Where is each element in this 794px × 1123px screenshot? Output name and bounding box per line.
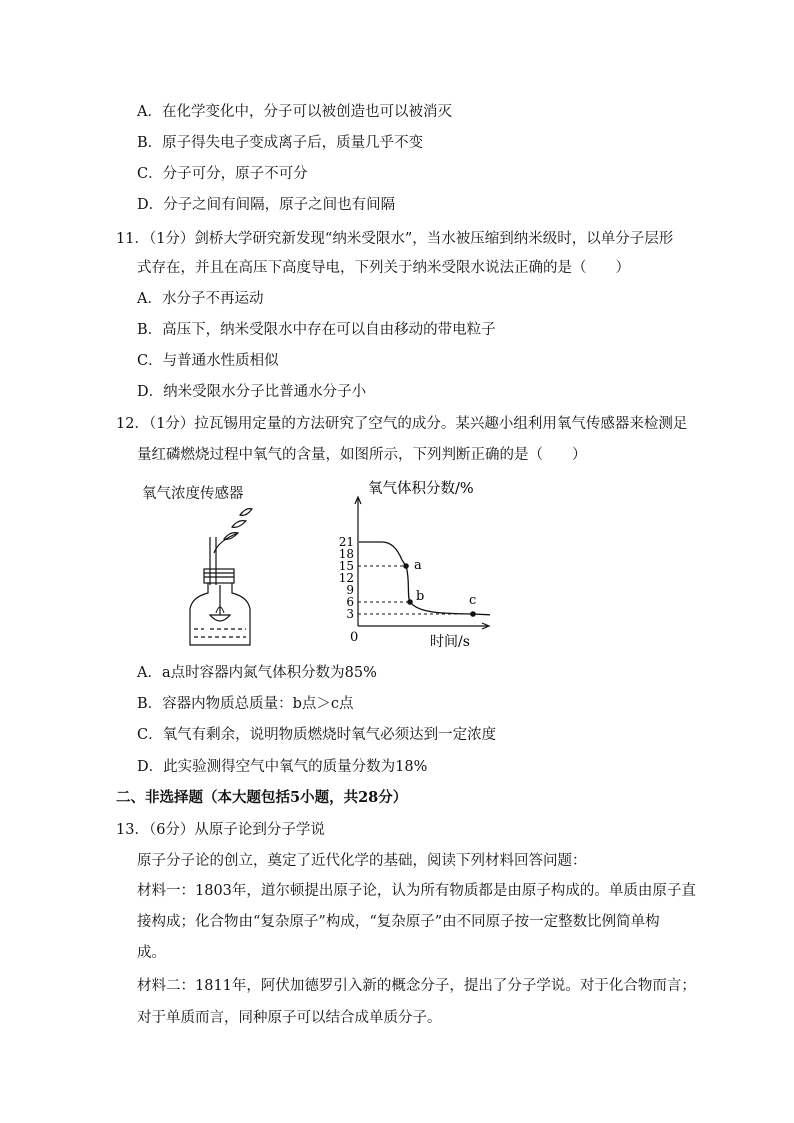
point-label-b: b bbox=[416, 589, 425, 604]
q11-stem-line1: 11．（1分）剑桥大学研究新发现“纳米受限水”，当水被压缩到纳米级时，以单分子层形 bbox=[116, 231, 674, 247]
q13-material1-line1: 材料一：1803年，道尔顿提出原子论，认为所有物质都是由原子构成的。单质由原子直 bbox=[137, 883, 696, 899]
q11-option-b: B．高压下，纳米受限水中存在可以自由移动的带电粒子 bbox=[137, 322, 496, 338]
q13-stem: 13．（6分）从原子论到分子学说 bbox=[116, 822, 325, 838]
q12-option-c: C．氧气有剩余，说明物质燃烧时氧气必须达到一定浓度 bbox=[137, 727, 497, 743]
q11-option-a: A．水分子不再运动 bbox=[137, 291, 264, 307]
q13-material2-line1: 材料二：1811年，阿伏加德罗引入新的概念分子，提出了分子学说。对于化合物而言； bbox=[137, 978, 696, 994]
q10-option-c: C．分子可分，原子不可分 bbox=[137, 166, 308, 182]
point-label-a: a bbox=[414, 558, 422, 573]
q13-material2-line2: 对于单质而言，同种原子可以结合成单质分子。 bbox=[137, 1010, 442, 1026]
q10-option-a: A．在化学变化中，分子可以被创造也可以被消灭 bbox=[137, 104, 452, 120]
q11-option-d: D．纳米受限水分子比普通水分子小 bbox=[137, 384, 367, 400]
q12-option-d: D．此实验测得空气中氧气的质量分数为18% bbox=[137, 759, 428, 775]
q12-option-a: A．a点时容器内氮气体积分数为85% bbox=[137, 665, 377, 681]
chart-origin-label: 0 bbox=[350, 630, 359, 645]
q12-stem-line1: 12．（1分）拉瓦锡用定量的方法研究了空气的成分。某兴趣小组利用氧气传感器来检测足 bbox=[116, 416, 688, 432]
q13-material1-line3: 成。 bbox=[137, 945, 166, 961]
y-tick-label: 6 bbox=[346, 595, 354, 609]
oxygen-chart bbox=[330, 478, 495, 650]
q13-material1-line2: 接构成；化合物由“复杂原子”构成，“复杂原子”由不同原子按一定整数比例简单构 bbox=[137, 914, 660, 930]
figure-label-sensor: 氧气浓度传感器 bbox=[142, 486, 244, 502]
chart-y-label: 氧气体积分数/% bbox=[368, 481, 474, 497]
apparatus-figure bbox=[180, 505, 260, 650]
point-b bbox=[407, 599, 413, 605]
point-c bbox=[470, 611, 476, 617]
q11-option-c: C．与普通水性质相似 bbox=[137, 353, 279, 369]
y-tick-label: 9 bbox=[346, 583, 354, 597]
y-tick-label: 21 bbox=[338, 535, 354, 549]
point-label-c: c bbox=[469, 593, 477, 608]
y-tick-label: 12 bbox=[338, 571, 354, 585]
section-title: 二、非选择题（本大题包括5小题，共28分） bbox=[116, 789, 408, 806]
q10-option-b: B．原子得失电子变成离子后，质量几乎不变 bbox=[137, 135, 424, 151]
point-a bbox=[403, 563, 409, 569]
q12-stem-line2: 量红磷燃烧过程中氧气的含量，如图所示，下列判断正确的是（ ） bbox=[137, 447, 587, 463]
y-tick-label: 3 bbox=[346, 607, 354, 621]
q10-option-d: D．分子之间有间隔，原子之间也有间隔 bbox=[137, 197, 396, 213]
q12-option-b: B．容器内物质总质量：b点＞c点 bbox=[137, 696, 354, 712]
y-tick-label: 18 bbox=[338, 547, 354, 561]
q11-stem-line2: 式存在，并且在高压下高度导电，下列关于纳米受限水说法正确的是（ ） bbox=[137, 260, 630, 276]
chart-x-label: 时间/s bbox=[430, 634, 470, 650]
y-tick-label: 15 bbox=[338, 559, 354, 573]
q13-intro: 原子分子论的创立，奠定了近代化学的基础，阅读下列材料回答问题： bbox=[137, 853, 587, 869]
